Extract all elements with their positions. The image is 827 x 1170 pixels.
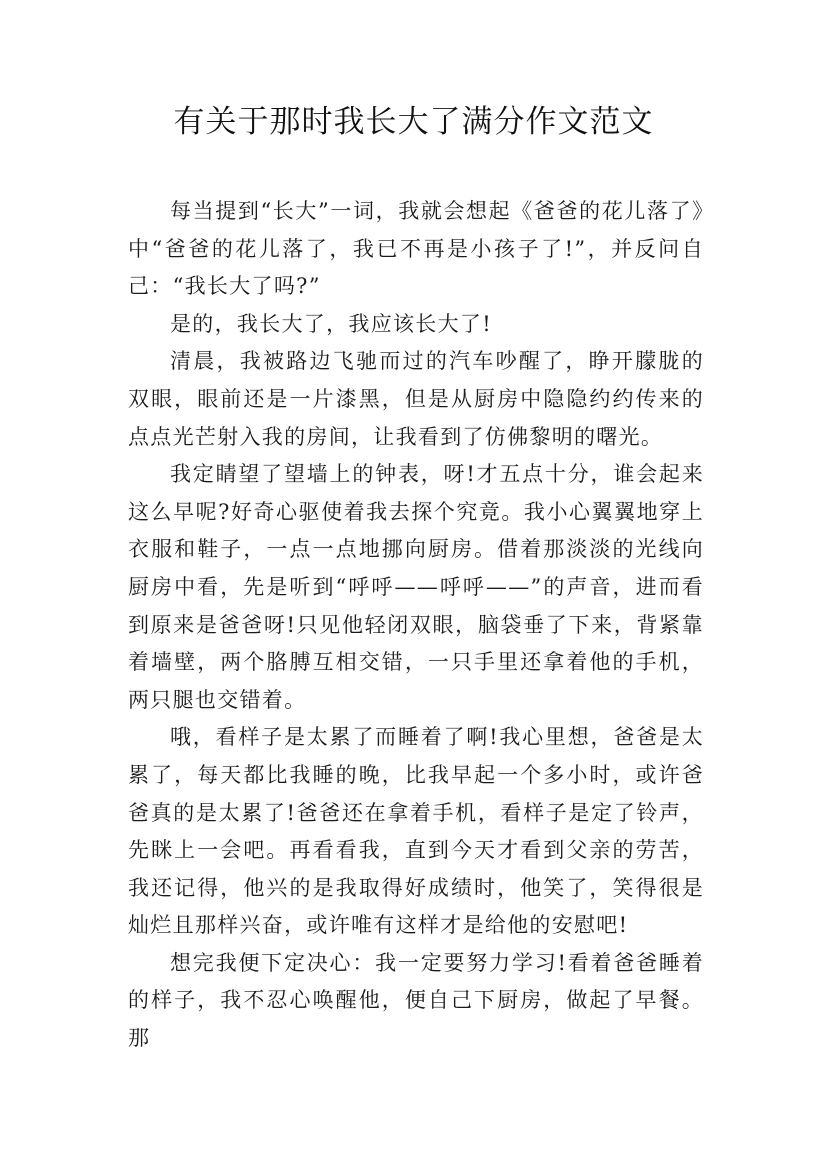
document-title: 有关于那时我长大了满分作文范文 [173,104,654,140]
paragraph-3: 清晨，我被路边飞驰而过的汽车吵醒了，睁开朦胧的双眼，眼前还是一片漆黑，但是从厨房中隐隐约约传来的点点光芒射入我的房间，让我看到了仿佛黎明的曙光。 [128,349,704,449]
paragraph-2: 是的，我长大了，我应该长大了! [170,311,492,336]
paragraph-5: 哦，看样子是太累了而睡着了啊!我心里想，爸爸是太累了，每天都比我睡的晚，比我早起一个多小时，或许爸爸真的是太累了!爸爸还在拿着手机，看样子是定了铃声，先眯上一会吧。再看看我，直到今天才看到父亲的劳苦，我还记得，他兴的是我取得好成绩时，他笑了，笑得很是灿烂且那样兴奋，或许唯有这样才是给他的安慰吧! [128,725,704,938]
paragraph-1: 每当提到“长大”一词，我就会想起《爸爸的花儿落了》中“爸爸的花儿落了，我已不再是小孩子了!”，并反问自己：“我长大了吗?” [128,199,704,299]
document-body [128,193,704,1058]
paragraph-4: 我定睛望了望墙上的钟表，呀!才五点十分，谁会起来这么早呢?好奇心驱使着我去探个究竟。我小心翼翼地穿上衣服和鞋子，一点一点地挪向厨房。借着那淡淡的光线向厨房中看，先是听到“呼呼——呼呼——”的声音，进而看到原来是爸爸呀!只见他轻闭双眼，脑袋垂了下来，背紧靠着墙壁，两个胳膊互相交错，一只手里还拿着他的手机，两只腿也交错着。 [128,462,704,712]
paragraph-6: 想完我便下定决心：我一定要努力学习!看着爸爸睡着的样子，我不忍心唤醒他，便自己下厨房，做起了早餐。那 [128,950,704,1051]
